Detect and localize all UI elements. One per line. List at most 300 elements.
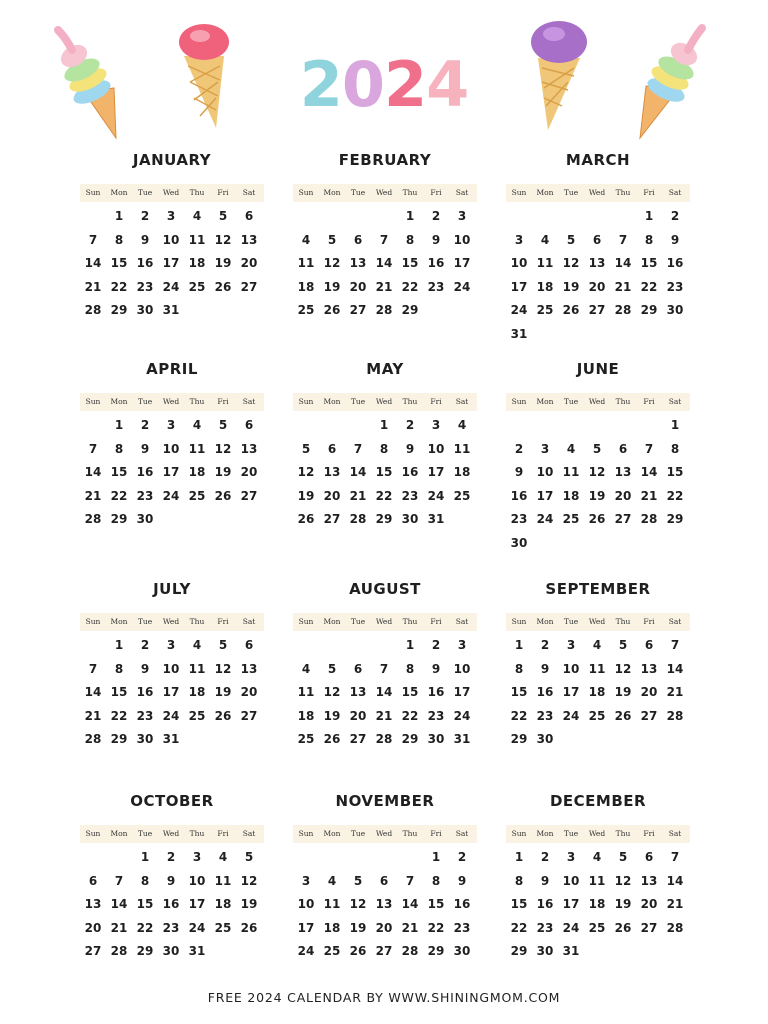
day-cell: 15 <box>666 465 684 479</box>
day-cell: 3 <box>514 232 524 247</box>
day-cell: 5 <box>218 418 228 432</box>
empty-day-cell <box>210 299 236 323</box>
weekday-label: Wed <box>375 188 393 197</box>
day-cell: 23 <box>427 279 445 294</box>
day-cell: 24 <box>427 488 445 503</box>
day-cell: 17 <box>188 897 206 911</box>
day-cell: 29 <box>136 944 154 958</box>
day-cell: 9 <box>540 873 550 888</box>
weekday-label: Tue <box>563 617 579 626</box>
day-cell: 24 <box>162 708 180 723</box>
day-cell: 4 <box>192 209 202 223</box>
empty-day-cell <box>636 532 662 556</box>
day-cell: 24 <box>297 944 315 958</box>
day-cell: 1 <box>514 638 524 652</box>
empty-day-cell <box>584 940 610 964</box>
day-cell: 12 <box>588 465 606 479</box>
day-cell: 4 <box>540 232 550 247</box>
weekday-label: Thu <box>189 188 205 197</box>
day-cell: 29 <box>110 512 128 526</box>
day-grid <box>80 414 264 532</box>
weekday-label: Sun <box>85 829 101 838</box>
day-cell: 1 <box>644 209 654 223</box>
empty-day-cell <box>210 940 236 964</box>
day-cell: 26 <box>214 279 232 294</box>
day-cell: 8 <box>644 232 654 247</box>
day-cell: 14 <box>84 465 102 479</box>
day-cell: 5 <box>218 638 228 652</box>
weekday-label: Thu <box>189 829 205 838</box>
day-cell: 22 <box>401 279 419 294</box>
day-cell: 11 <box>323 897 341 911</box>
day-cell: 12 <box>614 661 632 676</box>
weekday-label: Tue <box>137 617 153 626</box>
empty-day-cell <box>80 846 106 870</box>
weekday-label: Mon <box>323 617 341 626</box>
day-cell: 15 <box>640 256 658 270</box>
day-cell: 23 <box>427 708 445 723</box>
day-cell: 20 <box>349 279 367 294</box>
empty-day-cell <box>397 846 423 870</box>
day-cell: 14 <box>375 256 393 270</box>
year-digit: 4 <box>426 48 469 121</box>
day-cell: 26 <box>323 303 341 317</box>
day-cell: 2 <box>514 441 524 456</box>
day-cell: 11 <box>297 256 315 270</box>
week-row <box>80 870 264 894</box>
empty-day-cell <box>371 634 397 658</box>
day-cell: 10 <box>427 441 445 456</box>
day-cell: 19 <box>614 897 632 911</box>
week-row <box>293 229 477 253</box>
empty-day-cell <box>80 414 106 438</box>
day-cell: 15 <box>401 685 419 699</box>
day-cell: 28 <box>666 708 684 723</box>
day-cell: 28 <box>666 920 684 935</box>
week-row <box>506 414 690 438</box>
day-cell: 27 <box>240 708 258 723</box>
day-cell: 21 <box>110 920 128 935</box>
week-row <box>293 414 477 438</box>
week-row <box>506 276 690 300</box>
day-cell: 24 <box>536 512 554 526</box>
weekday-label: Wed <box>375 397 393 406</box>
day-cell: 16 <box>162 897 180 911</box>
weekday-label: Sat <box>455 829 469 838</box>
day-cell: 18 <box>323 920 341 935</box>
day-cell: 9 <box>431 232 441 247</box>
week-row <box>80 414 264 438</box>
weekday-label: Thu <box>189 397 205 406</box>
week-row <box>293 252 477 276</box>
day-cell: 2 <box>140 209 150 223</box>
day-cell: 8 <box>405 661 415 676</box>
day-cell: 10 <box>453 661 471 676</box>
day-cell: 24 <box>453 279 471 294</box>
day-cell: 1 <box>114 209 124 223</box>
week-row <box>80 438 264 462</box>
empty-day-cell <box>506 414 532 438</box>
day-cell: 9 <box>670 232 680 247</box>
day-cell: 29 <box>401 303 419 317</box>
weekday-label: Wed <box>375 617 393 626</box>
day-cell: 16 <box>453 897 471 911</box>
day-cell: 4 <box>457 418 467 432</box>
day-cell: 1 <box>405 638 415 652</box>
weekday-label: Wed <box>162 617 180 626</box>
day-cell: 19 <box>614 685 632 699</box>
day-cell: 18 <box>588 897 606 911</box>
day-cell: 7 <box>670 850 680 864</box>
day-cell: 4 <box>592 638 602 652</box>
empty-day-cell <box>662 323 688 347</box>
day-cell: 25 <box>562 512 580 526</box>
week-row <box>80 658 264 682</box>
weekday-label: Mon <box>536 397 554 406</box>
day-cell: 7 <box>353 441 363 456</box>
day-cell: 27 <box>240 488 258 503</box>
day-cell: 22 <box>510 708 528 723</box>
day-cell: 13 <box>375 897 393 911</box>
day-cell: 22 <box>510 920 528 935</box>
day-cell: 1 <box>431 850 441 864</box>
day-cell: 17 <box>453 256 471 270</box>
day-cell: 5 <box>301 441 311 456</box>
month-name: APRIL <box>146 360 198 378</box>
week-row <box>293 276 477 300</box>
weekday-label: Mon <box>110 397 128 406</box>
day-cell: 10 <box>162 661 180 676</box>
day-grid <box>506 205 690 346</box>
weekday-header <box>80 184 264 202</box>
day-cell: 11 <box>188 232 206 247</box>
day-cell: 4 <box>192 418 202 432</box>
weekday-header <box>293 184 477 202</box>
weekday-label: Mon <box>536 188 554 197</box>
day-cell: 3 <box>301 873 311 888</box>
day-cell: 30 <box>427 732 445 746</box>
day-cell: 5 <box>618 850 628 864</box>
day-cell: 9 <box>457 873 467 888</box>
weekday-label: Wed <box>588 397 606 406</box>
week-row <box>293 870 477 894</box>
weekday-label: Sun <box>298 829 314 838</box>
weekday-header <box>506 184 690 202</box>
day-cell: 1 <box>114 638 124 652</box>
day-cell: 1 <box>670 418 680 432</box>
week-row <box>80 485 264 509</box>
empty-day-cell <box>662 532 688 556</box>
day-cell: 23 <box>536 708 554 723</box>
day-cell: 18 <box>536 279 554 294</box>
weekday-label: Sun <box>85 188 101 197</box>
weekday-label: Sat <box>668 829 682 838</box>
day-cell: 30 <box>453 944 471 958</box>
empty-day-cell <box>610 205 636 229</box>
weekday-label: Sat <box>455 188 469 197</box>
day-cell: 3 <box>192 850 202 864</box>
day-cell: 19 <box>240 897 258 911</box>
weekday-label: Mon <box>323 188 341 197</box>
week-row <box>80 508 264 532</box>
day-cell: 21 <box>614 279 632 294</box>
day-cell: 26 <box>349 944 367 958</box>
day-cell: 25 <box>453 488 471 503</box>
day-cell: 16 <box>427 256 445 270</box>
empty-day-cell <box>558 205 584 229</box>
pink-ice-cream-cone-icon <box>176 20 232 132</box>
empty-day-cell <box>610 940 636 964</box>
empty-day-cell <box>236 728 262 752</box>
month-name: MARCH <box>565 151 631 169</box>
day-cell: 7 <box>670 638 680 652</box>
day-cell: 2 <box>140 638 150 652</box>
day-cell: 8 <box>114 441 124 456</box>
day-cell: 3 <box>431 418 441 432</box>
weekday-label: Sat <box>668 397 682 406</box>
weekday-label: Sun <box>511 617 527 626</box>
rainbow-ice-cream-cone-icon <box>44 20 124 142</box>
empty-day-cell <box>636 414 662 438</box>
week-row <box>293 299 477 323</box>
day-cell: 25 <box>588 708 606 723</box>
weekday-label: Mon <box>323 397 341 406</box>
empty-day-cell <box>80 634 106 658</box>
day-grid <box>80 634 264 752</box>
day-cell: 20 <box>375 920 393 935</box>
day-cell: 19 <box>349 920 367 935</box>
week-row <box>80 252 264 276</box>
week-row <box>293 485 477 509</box>
day-cell: 19 <box>562 279 580 294</box>
week-row <box>293 846 477 870</box>
week-row <box>506 323 690 347</box>
empty-day-cell <box>584 532 610 556</box>
day-cell: 25 <box>188 488 206 503</box>
weekday-label: Fri <box>217 617 229 626</box>
day-cell: 29 <box>666 512 684 526</box>
day-cell: 8 <box>431 873 441 888</box>
weekday-label: Thu <box>615 829 631 838</box>
weekday-header <box>293 825 477 843</box>
day-cell: 2 <box>140 418 150 432</box>
day-cell: 27 <box>240 279 258 294</box>
day-cell: 17 <box>162 685 180 699</box>
day-cell: 10 <box>162 441 180 456</box>
day-cell: 22 <box>110 708 128 723</box>
day-cell: 15 <box>136 897 154 911</box>
day-cell: 3 <box>566 638 576 652</box>
day-cell: 20 <box>614 488 632 503</box>
day-cell: 27 <box>84 944 102 958</box>
day-cell: 28 <box>614 303 632 317</box>
weekday-label: Wed <box>375 829 393 838</box>
day-cell: 31 <box>162 303 180 317</box>
day-cell: 6 <box>644 638 654 652</box>
week-row <box>293 705 477 729</box>
empty-day-cell <box>319 205 345 229</box>
day-cell: 6 <box>88 873 98 888</box>
day-cell: 31 <box>427 512 445 526</box>
empty-day-cell <box>236 940 262 964</box>
empty-day-cell <box>210 728 236 752</box>
empty-day-cell <box>610 414 636 438</box>
day-cell: 12 <box>240 873 258 888</box>
weekday-label: Thu <box>189 617 205 626</box>
day-cell: 4 <box>301 661 311 676</box>
day-cell: 23 <box>453 920 471 935</box>
day-cell: 10 <box>536 465 554 479</box>
day-cell: 18 <box>188 685 206 699</box>
month-name: DECEMBER <box>549 792 647 810</box>
day-cell: 30 <box>136 732 154 746</box>
day-cell: 17 <box>427 465 445 479</box>
day-cell: 6 <box>244 638 254 652</box>
day-cell: 6 <box>644 850 654 864</box>
week-row <box>506 252 690 276</box>
day-cell: 15 <box>110 685 128 699</box>
day-cell: 12 <box>323 256 341 270</box>
day-cell: 14 <box>640 465 658 479</box>
weekday-label: Sat <box>242 829 256 838</box>
day-cell: 25 <box>214 920 232 935</box>
day-cell: 28 <box>349 512 367 526</box>
month-name: OCTOBER <box>130 792 214 810</box>
day-cell: 31 <box>453 732 471 746</box>
day-cell: 4 <box>218 850 228 864</box>
day-cell: 15 <box>401 256 419 270</box>
day-cell: 9 <box>140 232 150 247</box>
day-cell: 5 <box>592 441 602 456</box>
weekday-label: Tue <box>137 397 153 406</box>
weekday-label: Tue <box>350 397 366 406</box>
weekday-label: Sun <box>298 397 314 406</box>
day-cell: 22 <box>401 708 419 723</box>
day-cell: 11 <box>562 465 580 479</box>
day-cell: 29 <box>375 512 393 526</box>
day-cell: 17 <box>510 279 528 294</box>
day-cell: 22 <box>110 488 128 503</box>
empty-day-cell <box>584 323 610 347</box>
weekday-label: Sat <box>668 617 682 626</box>
empty-day-cell <box>532 532 558 556</box>
day-cell: 4 <box>566 441 576 456</box>
day-cell: 19 <box>588 488 606 503</box>
day-cell: 8 <box>405 232 415 247</box>
day-cell: 18 <box>188 465 206 479</box>
empty-day-cell <box>636 728 662 752</box>
day-cell: 19 <box>323 708 341 723</box>
week-row <box>293 893 477 917</box>
day-cell: 5 <box>218 209 228 223</box>
month-name: JULY <box>153 580 191 598</box>
day-cell: 6 <box>244 418 254 432</box>
weekday-label: Fri <box>643 829 655 838</box>
day-cell: 25 <box>588 920 606 935</box>
day-cell: 16 <box>401 465 419 479</box>
day-cell: 26 <box>588 512 606 526</box>
day-cell: 28 <box>375 732 393 746</box>
day-cell: 25 <box>323 944 341 958</box>
day-cell: 7 <box>618 232 628 247</box>
week-row <box>80 229 264 253</box>
empty-day-cell <box>610 323 636 347</box>
weekday-label: Fri <box>430 829 442 838</box>
purple-ice-cream-cone-icon <box>528 18 590 134</box>
day-cell: 30 <box>162 944 180 958</box>
day-cell: 25 <box>536 303 554 317</box>
weekday-label: Sun <box>85 397 101 406</box>
day-cell: 25 <box>297 732 315 746</box>
month-july <box>80 577 264 752</box>
week-row <box>80 461 264 485</box>
day-cell: 1 <box>114 418 124 432</box>
weekday-label: Fri <box>643 188 655 197</box>
day-cell: 17 <box>562 897 580 911</box>
day-cell: 7 <box>644 441 654 456</box>
day-cell: 18 <box>297 279 315 294</box>
day-cell: 7 <box>405 873 415 888</box>
day-cell: 29 <box>110 303 128 317</box>
day-cell: 2 <box>670 209 680 223</box>
day-cell: 11 <box>214 873 232 888</box>
day-cell: 6 <box>327 441 337 456</box>
empty-day-cell <box>506 205 532 229</box>
day-cell: 17 <box>162 465 180 479</box>
day-cell: 31 <box>510 326 528 341</box>
day-cell: 16 <box>510 488 528 503</box>
day-cell: 8 <box>514 661 524 676</box>
empty-day-cell <box>610 728 636 752</box>
week-row <box>293 728 477 752</box>
day-cell: 18 <box>453 465 471 479</box>
weekday-label: Tue <box>563 397 579 406</box>
weekday-label: Thu <box>402 617 418 626</box>
day-cell: 29 <box>110 732 128 746</box>
day-cell: 21 <box>666 897 684 911</box>
day-cell: 27 <box>323 512 341 526</box>
day-cell: 23 <box>401 488 419 503</box>
day-cell: 16 <box>536 897 554 911</box>
weekday-label: Mon <box>536 829 554 838</box>
day-cell: 27 <box>349 303 367 317</box>
day-grid <box>80 846 264 964</box>
year-digit: 2 <box>384 48 427 121</box>
month-february <box>293 148 477 323</box>
weekday-header <box>506 393 690 411</box>
day-cell: 26 <box>240 920 258 935</box>
day-cell: 10 <box>562 661 580 676</box>
day-cell: 15 <box>110 465 128 479</box>
day-cell: 11 <box>588 873 606 888</box>
week-row <box>80 728 264 752</box>
week-row <box>80 940 264 964</box>
day-cell: 2 <box>166 850 176 864</box>
week-row <box>506 438 690 462</box>
month-name: JUNE <box>576 360 620 378</box>
week-row <box>293 634 477 658</box>
empty-day-cell <box>371 846 397 870</box>
day-cell: 13 <box>240 661 258 676</box>
day-grid <box>293 846 477 964</box>
empty-day-cell <box>532 205 558 229</box>
day-cell: 11 <box>188 661 206 676</box>
day-cell: 30 <box>666 303 684 317</box>
empty-day-cell <box>184 728 210 752</box>
day-cell: 11 <box>588 661 606 676</box>
day-cell: 2 <box>431 209 441 223</box>
weekday-label: Tue <box>350 188 366 197</box>
